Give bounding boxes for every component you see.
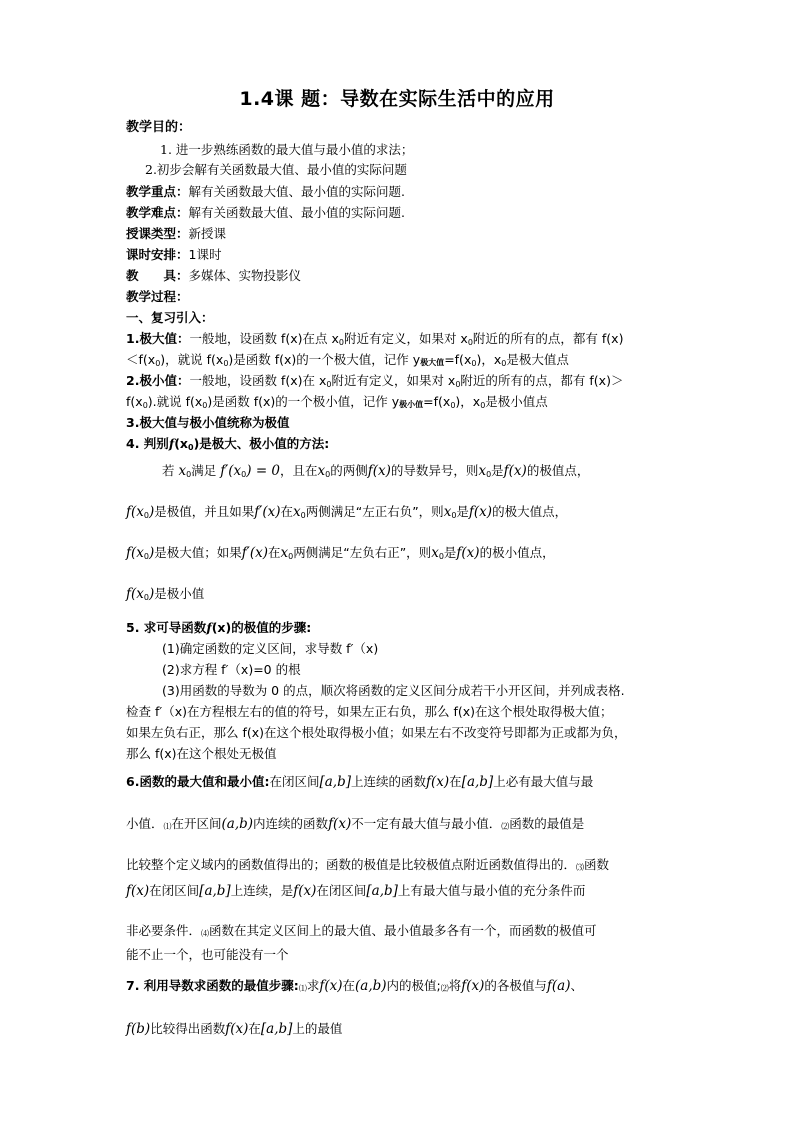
text-span: )是函数 f(x)的一个极大值，记作 y [228,352,421,367]
subscript: 0 [455,380,461,389]
lesson-type-text: 新授课 [188,226,227,241]
maxmin-line-2 [126,816,584,835]
text-span: 非必要条件． [126,923,202,938]
optimum-steps-line-2 [126,1021,342,1037]
method-rule-2 [126,504,567,524]
process-label: 教学过程： [126,289,189,304]
lesson-type-row [126,226,226,242]
tools-label: 教 具： [126,268,189,283]
math-fx: f(x) [293,883,317,899]
maxmin-line-1 [126,774,593,790]
text-span: 上有最大值与最小值的充分条件而 [397,883,586,898]
text-span: 内连续的函数 [253,816,329,831]
math-fx: f(x) [503,463,527,479]
text-span: 在闭区间 [149,883,200,898]
key-point-text: 解有关函数最大值、最小值的实际问题. [188,184,405,199]
math-f: f [168,436,175,451]
text-span: 4. 判别 [126,436,169,451]
text-span: 在 [449,774,462,789]
text-span: 满足 [191,463,217,478]
math-fprime: f′(x) [241,545,268,561]
subscript: 0 [338,338,344,347]
step-3: (3)用函数的导数为 0 的点，顺次将函数的定义区间分成若干小开区间，并列成表格. [162,683,625,698]
math-fx: f(x) [461,978,485,994]
extremum-term-line: 3.极大值与极小值统称为极值 [126,415,290,430]
math-x: x [293,504,301,520]
math-fx: f(x) [328,816,352,832]
step-1: (1)确定函数的定义区间，求导数 f′（x) [162,641,379,656]
text-span: 在 [342,978,355,993]
tools-row [126,268,301,284]
math-x: x [431,545,439,561]
text-span: 在 [280,504,294,519]
difficulty-row [126,205,405,221]
text-span: (x [174,436,188,451]
subscript: 0 [467,338,473,347]
text-span: 是 [491,463,504,478]
method-rule-4 [126,586,204,606]
text-span: 一般地，设函数 f(x)在 x [189,373,327,388]
subscript: 0 [241,470,247,479]
math-x: x [478,463,487,479]
text-span: 附近有定义，如果对 x [331,373,456,388]
section-review-heading: 一、复习引入： [126,310,214,325]
text-span: 上连续，是 [230,883,294,898]
math-fx: f(x) [426,774,450,790]
text-span: )，x [455,394,481,409]
math-fx0: f(x [126,545,144,561]
math-fx: f(x) [225,1021,249,1037]
text-span: =f(x [423,394,451,409]
text-span: 的极小值点， [479,545,555,560]
math-interval: [a,b] [319,774,351,790]
text-span: 的两侧 [330,463,368,478]
subscript: 0 [300,511,306,520]
math-interval: (a,b) [355,978,387,994]
math-x: x [178,463,187,479]
text-span: 内的极值; [386,978,441,993]
math-close: ) [148,586,155,602]
text-span: (x)的极值的步骤: [211,620,312,635]
subscript-label: 极小值 [399,400,424,409]
step-2: (2)求方程 f′（x)=0 的根 [162,662,301,677]
periods-text: 1课时 [188,247,222,262]
maxmin-label: 6.函数的最大值和最小值: [126,774,270,789]
math-close: ) [148,545,155,561]
key-point-label: 教学重点： [126,184,189,199]
maxmin-line-4 [126,883,585,899]
text-span: f(x [126,394,143,409]
subscript-label: 极大值 [420,358,445,367]
item-number: ⑶ [576,863,585,872]
text-span: 的导数异号，则 [390,463,479,478]
subscript: 0 [143,552,149,561]
subscript: 0 [326,380,332,389]
subscript: 0 [450,401,456,410]
periods-row [126,247,221,263]
subscript: 0 [202,401,208,410]
maxmin-line-5 [126,923,597,942]
text-span: 若 [162,463,175,478]
objective-item-1: 1. 进一步熟练函数的最大值与最小值的求法； [160,142,414,157]
math-fx: f(x) [468,504,493,520]
method-rule-3 [126,545,555,565]
subscript: 0 [471,359,477,368]
item-number: ⑵ [440,984,449,993]
math-eq: ) = 0 [246,463,281,479]
item-number: ⑵ [501,822,510,831]
math-x: x [317,463,326,479]
text-span: 附近的所有的点，都有 f(x)＞ [460,373,624,388]
minimum-definition-line-2 [126,394,548,414]
difficulty-text: 解有关函数最大值、最小值的实际问题. [188,205,405,220]
maxmin-line-6: 能不止一个，也可能没有一个 [126,947,289,962]
step-3-cont-1: 检查 f′（x)在方程根左右的值的符号，如果左正右负，那么 f(x)在这个根处取得极大值； [126,704,613,719]
subscript: 0 [155,359,161,368]
maximum-definition-line-2 [126,352,569,372]
text-span: 函数在其定义区间上的最大值、最小值最多各有一个，而函数的极值可 [209,923,597,938]
math-fx0: f(x [126,586,144,602]
subscript: 0 [143,593,149,602]
text-span: 的极大值点， [492,504,568,519]
subscript: 0 [288,552,294,561]
text-span: 附近的所有的点，都有 f(x) [472,331,624,346]
text-span: 两侧满足“左负右正”，则 [293,545,432,560]
subscript: 0 [143,511,149,520]
math-fx: f(x) [456,545,480,561]
item-number: ⑴ [163,822,172,831]
math-interval: [a,b] [366,883,398,899]
text-span: ，且在 [280,463,318,478]
text-span: 是极小值点 [485,394,548,409]
minimum-label: 2.极小值： [126,373,190,388]
text-span: 上连续的函数 [350,774,426,789]
text-span: 在 [248,1021,261,1036]
steps-heading [126,620,311,636]
subscript: 0 [142,401,148,410]
maximum-label: 1.极大值： [126,331,190,346]
text-span: 上的最值 [292,1021,343,1036]
subscript: 0 [480,401,486,410]
math-fprime: f′(x) [254,504,281,520]
text-span: )是极大、极小值的方法: [193,436,330,451]
text-span: 是极小值 [154,586,205,601]
math-x: x [443,504,452,520]
subscript: 0 [486,470,492,479]
text-span: 比较得出函数 [150,1021,226,1036]
math-fx: f(x) [319,978,343,994]
math-close: ) [148,504,155,520]
math-x: x [280,545,289,561]
text-span: 附近有定义，如果对 x [343,331,468,346]
text-span: )是函数 f(x)的一个极小值，记作 y [207,394,400,409]
text-span: 在闭区间 [316,883,367,898]
text-span: 求 [306,978,320,993]
text-span: 是极大值点 [506,352,569,367]
math-fx: f(x) [367,463,391,479]
step-3-cont-3: 那么 f(x)在这个根处无极值 [126,746,277,761]
math-interval: [a,b] [260,1021,293,1037]
method-rule-1 [162,463,589,483]
optimum-steps-line-1 [126,978,583,997]
text-span: 、 [570,978,584,993]
text-span: 小值． [126,816,164,831]
subscript: 0 [325,470,331,479]
text-span: 是极值，并且如果 [154,504,255,519]
item-number: ⑷ [201,929,210,938]
lesson-type-label: 授课类型： [126,226,189,241]
text-span: 将 [448,978,462,993]
text-span: 是 [443,545,457,560]
math-fa: f(a) [546,978,571,994]
text-span: 不一定有最大值与最小值． [351,816,502,831]
math-fx: f(x) [126,883,150,899]
tools-text: 多媒体、实物投影仪 [188,268,302,283]
periods-label: 课时安排： [126,247,189,262]
text-span: 的各极值与 [484,978,547,993]
math-interval: [a,b] [461,774,494,790]
text-span: 是 [456,504,469,519]
item-number: ⑴ [298,984,307,993]
subscript: 0 [501,359,507,368]
math-fx0: f(x [126,504,144,520]
text-span: 比较整个定义域内的函数值得出的；函数的极值是比较极值点附近函数值得出的． [126,857,577,872]
text-span: ＜f(x [126,352,156,367]
optimum-steps-label: 7. 利用导数求函数的最值步骤: [126,978,299,993]
key-point-row [126,184,405,200]
method-heading [126,436,329,456]
difficulty-label: 教学难点： [126,205,189,220]
objectives-label: 教学目的： [126,120,192,135]
minimum-definition-line-1 [126,373,623,393]
text-span: 在闭区间 [269,774,320,789]
math-fprime: f′(x [220,463,242,479]
page-title: 1.4课 题：导数在实际生活中的应用 [239,88,555,110]
subscript: 0 [451,511,457,520]
math-interval: (a,b) [221,816,254,832]
subscript: 0 [223,359,229,368]
text-span: 是极大值；如果 [154,545,242,560]
subscript: 0 [438,552,444,561]
text-span: 函数的最值是 [509,816,585,831]
text-span: 上必有最大值与最 [493,774,594,789]
text-span: 函数 [584,857,610,872]
math-interval: [a,b] [199,883,231,899]
text-span: )，x [476,352,502,367]
text-span: 在 [268,545,281,560]
step-3-cont-2: 如果左负右正，那么 f(x)在这个根处取得极小值；如果左右不改变符号即都为正或都为负， [126,725,627,740]
text-span: 的极值点， [526,463,590,478]
text-span: ).就说 f(x [147,394,203,409]
text-span: )，就说 f(x [160,352,224,367]
text-span: 5. 求可导函数 [126,620,207,635]
text-span: 一般地，设函数 f(x)在点 x [189,331,339,346]
maximum-definition-line-1 [126,331,623,351]
text-span: =f(x [444,352,472,367]
math-fb: f(b) [126,1021,151,1037]
text-span: 在开区间 [171,816,222,831]
subscript: 0 [187,443,194,452]
text-span: 两侧满足“左正右负”，则 [305,504,444,519]
math-f: f [206,620,212,635]
objective-item-2: 2.初步会解有关函数最大值、最小值的实际问题 [145,162,407,177]
maxmin-line-3 [126,857,609,876]
subscript: 0 [186,470,192,479]
